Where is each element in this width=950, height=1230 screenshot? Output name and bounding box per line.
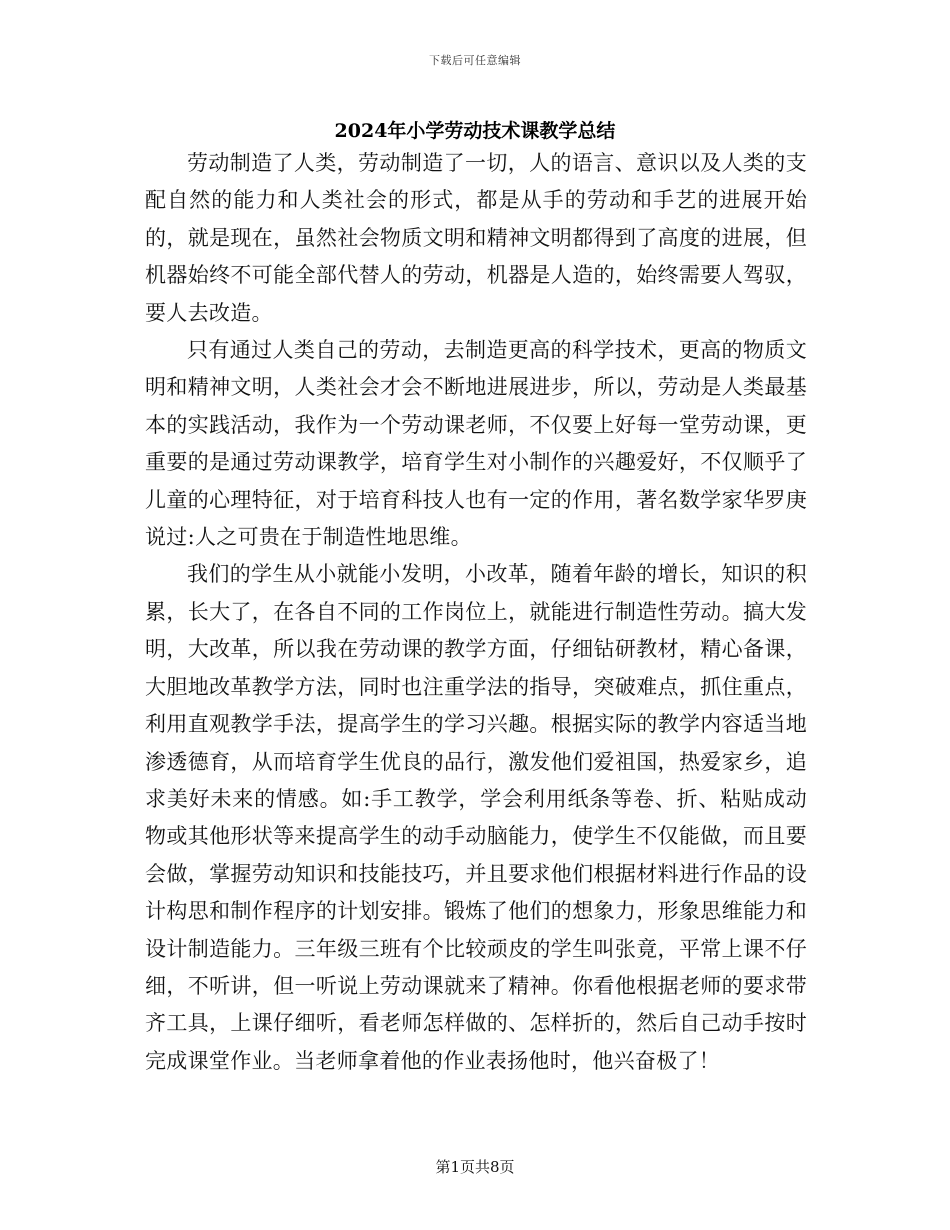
- document-body: [145, 145, 807, 1080]
- header-note: 下载后可任意编辑: [429, 54, 521, 67]
- paragraph: 劳动制造了人类，劳动制造了一切，人的语言、意识以及人类的支配自然的能力和人类社会的形式，都是从手的劳动和手艺的进展开始的，就是现在，虽然社会物质文明和精神文明都得到了高度的进展，但机器始终不可能全部代替人的劳动，机器是人造的，始终需要人驾驭，要人去改造。: [145, 151, 807, 325]
- paragraph: 只有通过人类自己的劳动，去制造更高的科学技术，更高的物质文明和精神文明，人类社会才会不断地进展进步，所以，劳动是人类最基本的实践活动，我作为一个劳动课老师，不仅要上好每一堂劳动课，更重要的是通过劳动课教学，培育学生对小制作的兴趣爱好，不仅顺乎了儿童的心理特征，对于培育科技人也有一定的作用，著名数学家华罗庚说过:人之可贵在于制造性地思维。: [145, 338, 807, 550]
- page-number: 第1页共8页: [435, 1158, 515, 1176]
- paragraph: 我们的学生从小就能小发明，小改革，随着年龄的增长，知识的积累，长大了，在各自不同的工作岗位上，就能进行制造性劳动。搞大发明，大改革，所以我在劳动课的教学方面，仔细钻研教材，精心备课，大胆地改革教学方法，同时也注重学法的指导，突破难点，抓住重点，利用直观教学手法，提高学生的学习兴趣。根据实际的教学内容适当地渗透德育，从而培育学生优良的品行，激发他们爱祖国，热爱家乡，追求美好未来的情感。如:手工教学，学会利用纸条等卷、折、粘贴成动物或其他形状等来提高学生的动手动脑能力，使学生不仅能做，而且要会做，掌握劳动知识和技能技巧，并且要求他们根据材料进行作品的设计构思和制作程序的计划安排。锻炼了他们的想象力，形象思维能力和设计制造能力。三年级三班有个比较顽皮的学生叫张竟，平常上课不仔细，不听讲，但一听说上劳动课就来了精神。你看他根据老师的要求带齐工具，上课仔细听，看老师怎样做的、怎样折的，然后自己动手按时完成课堂作业。当老师拿着他的作业表扬他时，他兴奋极了！: [145, 562, 807, 1073]
- document-title: 2024年小学劳动技术课教学总结: [334, 120, 616, 142]
